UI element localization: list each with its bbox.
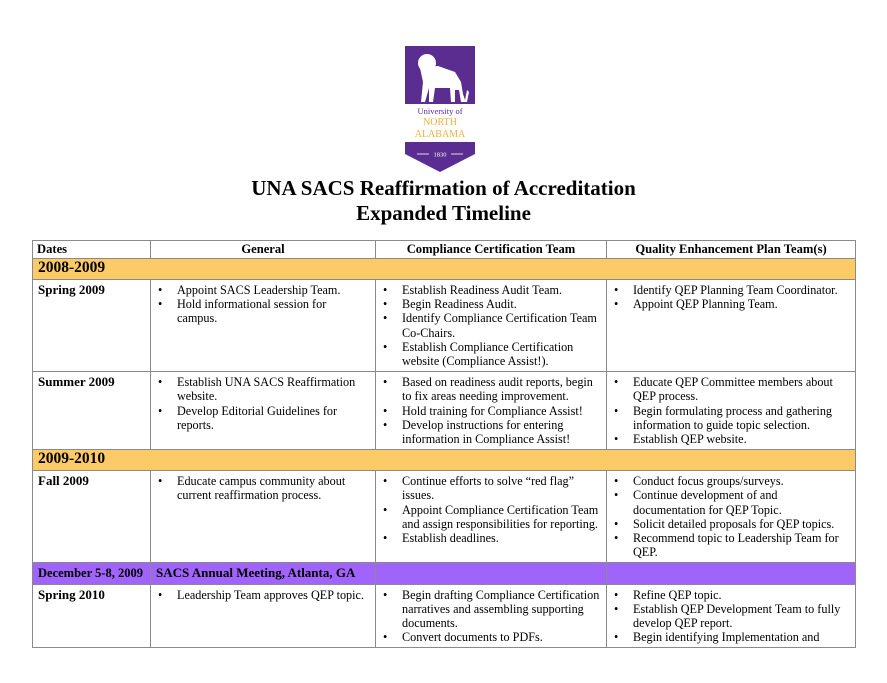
list-item: • Convert documents to PDFs. (376, 630, 604, 644)
bullet-list (151, 474, 373, 502)
compliance-cell (376, 584, 607, 648)
bullet-list (376, 588, 604, 645)
date-cell: Spring 2009 (33, 280, 151, 372)
bullet-list (376, 375, 604, 446)
title-line1: UNA SACS Reaffirmation of Accreditation (251, 176, 636, 200)
list-item: • Appoint Compliance Certification Team and assign responsibilities for reporting. (376, 503, 604, 531)
year-band-row (33, 259, 856, 280)
list-item: • Based on readiness audit reports, begin to fix areas needing improvement. (376, 375, 604, 403)
date-cell: Summer 2009 (33, 372, 151, 450)
date-cell: Spring 2010 (33, 584, 151, 648)
list-item: • Begin Readiness Audit. (376, 297, 604, 311)
list-item: • Conduct focus groups/surveys. (607, 474, 853, 488)
event-date: December 5-8, 2009 (33, 563, 151, 584)
title-line2: Expanded Timeline (356, 201, 531, 225)
list-item: • Refine QEP topic. (607, 588, 853, 602)
list-item: • Develop Editorial Guidelines for reports. (151, 404, 373, 432)
list-item: • Identify Compliance Certification Team Co-Chairs. (376, 311, 604, 339)
header-row (33, 241, 856, 259)
general-cell (151, 372, 376, 450)
list-item: • Leadership Team approves QEP topic. (151, 588, 373, 602)
list-item: • Appoint SACS Leadership Team. (151, 283, 373, 297)
bullet-list (376, 283, 604, 368)
list-item: • Establish QEP website. (607, 432, 853, 446)
bullet-list (151, 588, 373, 602)
table-row (33, 471, 856, 563)
list-item: • Establish Readiness Audit Team. (376, 283, 604, 297)
date-cell: Fall 2009 (33, 471, 151, 563)
header-general: General (151, 241, 376, 259)
event-label: SACS Annual Meeting, Atlanta, GA (151, 563, 376, 584)
list-item: • Educate QEP Committee members about QEP process. (607, 375, 853, 403)
compliance-cell (376, 280, 607, 372)
year-label: 2008-2009 (33, 259, 856, 280)
table-row (33, 280, 856, 372)
bullet-list (151, 375, 373, 432)
qep-cell (607, 280, 856, 372)
general-cell (151, 280, 376, 372)
list-item: • Appoint QEP Planning Team. (607, 297, 853, 311)
bullet-list (607, 283, 853, 311)
qep-cell (607, 584, 856, 648)
list-item: • Hold training for Compliance Assist! (376, 404, 604, 418)
list-item: • Educate campus community about current reaffirmation process. (151, 474, 373, 502)
event-empty-cell (376, 563, 607, 584)
una-logo (405, 46, 475, 172)
logo-line3: ALABAMA (414, 129, 466, 140)
compliance-cell (376, 372, 607, 450)
year-band-row (33, 450, 856, 471)
bullet-list (607, 375, 853, 446)
logo-year: 1830 (433, 151, 447, 159)
list-item: • Identify QEP Planning Team Coordinator. (607, 283, 853, 297)
general-cell (151, 584, 376, 648)
list-item: • Recommend topic to Leadership Team for QEP. (607, 531, 853, 559)
bullet-list (607, 588, 853, 645)
header-dates: Dates (33, 241, 151, 259)
document-title (0, 176, 887, 226)
list-item: • Continue development of and documentation for QEP Topic. (607, 488, 853, 516)
event-empty-cell (607, 563, 856, 584)
compliance-cell (376, 471, 607, 563)
table-row (33, 584, 856, 648)
list-item: • Establish Compliance Certification website (Compliance Assist!). (376, 340, 604, 368)
list-item: • Begin formulating process and gathering information to guide topic selection. (607, 404, 853, 432)
logo-line1: University of (417, 106, 463, 116)
bullet-list (607, 474, 853, 559)
list-item: • Begin drafting Compliance Certification narratives and assembling supporting documents. (376, 588, 604, 631)
table-row (33, 372, 856, 450)
list-item: • Develop instructions for entering information in Compliance Assist! (376, 418, 604, 446)
general-cell (151, 471, 376, 563)
list-item: • Solicit detailed proposals for QEP topics. (607, 517, 853, 531)
list-item: • Establish UNA SACS Reaffirmation website. (151, 375, 373, 403)
qep-cell (607, 372, 856, 450)
bullet-list (376, 474, 604, 545)
timeline-table (32, 240, 856, 648)
list-item: • Establish QEP Development Team to fully develop QEP report. (607, 602, 853, 630)
header-qep: Quality Enhancement Plan Team(s) (607, 241, 856, 259)
list-item: • Continue efforts to solve “red flag” issues. (376, 474, 604, 502)
list-item: • Hold informational session for campus. (151, 297, 373, 325)
event-row (33, 563, 856, 584)
list-item: • Establish deadlines. (376, 531, 604, 545)
year-label: 2009-2010 (33, 450, 856, 471)
bullet-list (151, 283, 373, 326)
qep-cell (607, 471, 856, 563)
logo-line2: NORTH (423, 117, 457, 128)
table-body (33, 259, 856, 648)
header-compliance: Compliance Certification Team (376, 241, 607, 259)
list-item: • Begin identifying Implementation and (607, 630, 853, 644)
